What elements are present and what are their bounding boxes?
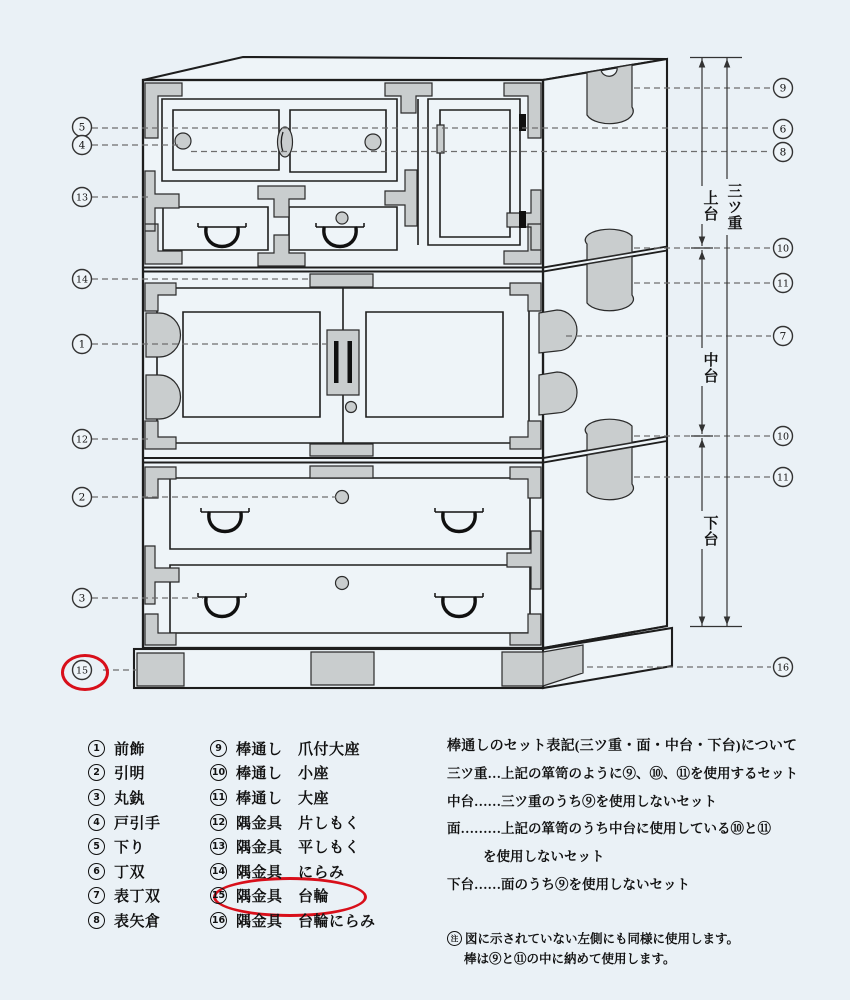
legend-label: 隅金具 にらみ bbox=[236, 864, 345, 881]
circled-number: 9 bbox=[210, 740, 227, 757]
callout-number: 7 bbox=[779, 330, 787, 343]
callout-16 bbox=[774, 658, 793, 677]
circled-number: 8 bbox=[88, 912, 105, 929]
legend-item bbox=[210, 761, 376, 786]
legend-item bbox=[210, 834, 376, 859]
info-title: 棒通しのセット表記(三ツ重・面・中台・下台)について bbox=[447, 738, 798, 754]
circled-number: 2 bbox=[88, 764, 105, 781]
legend-item bbox=[88, 834, 161, 859]
callout-2 bbox=[73, 488, 92, 507]
callout-number: 11 bbox=[776, 278, 790, 290]
callout-number: 12 bbox=[75, 434, 89, 446]
legend-item bbox=[88, 785, 161, 810]
legend-item bbox=[88, 761, 161, 786]
callout-number: 10 bbox=[776, 431, 790, 443]
footnote bbox=[447, 928, 739, 968]
door-pull bbox=[175, 133, 191, 149]
legend-label: 丸釻 bbox=[114, 790, 146, 807]
drawer-knob bbox=[336, 491, 349, 504]
legend-item bbox=[88, 810, 161, 835]
legend-item bbox=[210, 785, 376, 810]
legend-item bbox=[210, 859, 376, 884]
info-line: を使用しないセット bbox=[483, 848, 605, 864]
callout-7 bbox=[774, 327, 793, 346]
legend-label: 隅金具 平しもく bbox=[236, 840, 361, 857]
circled-number: 4 bbox=[88, 814, 105, 831]
legend-label: 隅金具 台輪にらみ bbox=[236, 913, 376, 930]
set-notation-info bbox=[447, 731, 832, 896]
callout-11-upper bbox=[774, 274, 793, 293]
callout-number: 15 bbox=[75, 665, 89, 677]
callout-10-upper bbox=[774, 239, 793, 258]
circled-number: 6 bbox=[88, 863, 105, 880]
callout-3 bbox=[73, 589, 92, 608]
legend-label: 棒通し 小座 bbox=[236, 766, 330, 783]
footnote-line bbox=[447, 928, 739, 948]
legend-column-2 bbox=[210, 736, 376, 933]
cabinet-right-face bbox=[543, 59, 667, 648]
legend-label: 棒通し 爪付大座 bbox=[236, 741, 361, 758]
callout-number: 1 bbox=[78, 338, 86, 351]
callout-6 bbox=[774, 120, 793, 139]
legend-item bbox=[88, 736, 161, 761]
footnote-text: 棒は⑨と⑪の中に納めて使用します。 bbox=[464, 952, 676, 966]
dim-label-middle: 中台 bbox=[701, 352, 718, 384]
legend-label: 丁双 bbox=[114, 864, 146, 881]
circled-number: 3 bbox=[88, 789, 105, 806]
callout-9 bbox=[774, 79, 793, 98]
door-pull bbox=[365, 134, 381, 150]
circled-number: 16 bbox=[210, 912, 227, 929]
legend-item bbox=[88, 908, 161, 933]
callout-number: 9 bbox=[779, 82, 787, 95]
lock-knob bbox=[346, 402, 357, 413]
callout-number: 14 bbox=[75, 274, 89, 286]
legend-item bbox=[210, 810, 376, 835]
circled-number: 15 bbox=[210, 887, 227, 904]
legend-item bbox=[210, 884, 376, 909]
info-line: 面………上記の箪笥のうち中台に使用している⑩と⑪ bbox=[447, 821, 771, 837]
circled-number: 11 bbox=[210, 789, 227, 806]
callout-number: 4 bbox=[78, 139, 86, 152]
legend-label: 棒通し 大座 bbox=[236, 790, 330, 807]
info-line: 下台……面のうち⑨を使用しないセット bbox=[447, 876, 690, 892]
legend-label: 下り bbox=[114, 840, 146, 857]
legend-item bbox=[210, 736, 376, 761]
callout-number: 10 bbox=[776, 243, 790, 255]
callout-number: 5 bbox=[78, 121, 86, 134]
callout-4 bbox=[73, 136, 92, 155]
callout-number: 6 bbox=[779, 123, 787, 136]
circled-note-mark: 注 bbox=[447, 931, 462, 946]
red-highlight-oval-figure bbox=[61, 654, 109, 691]
bar-seat-large-upper bbox=[587, 256, 633, 310]
legend-label: 隅金具 片しもく bbox=[236, 815, 361, 832]
legend-item bbox=[210, 908, 376, 933]
callout-number: 11 bbox=[776, 472, 790, 484]
drawer-knob bbox=[336, 212, 348, 224]
callout-number: 8 bbox=[779, 146, 787, 159]
legend-label: 戸引手 bbox=[114, 815, 161, 832]
circled-number: 7 bbox=[88, 887, 105, 904]
sagari-grip bbox=[278, 127, 293, 157]
callout-11-lower bbox=[774, 468, 793, 487]
legend-item bbox=[88, 884, 161, 909]
footnote-text: 図に示されていない左側にも同様に使用します。 bbox=[465, 932, 740, 946]
dim-label-lower: 下台 bbox=[701, 515, 718, 547]
callout-12 bbox=[73, 430, 92, 449]
callout-number: 13 bbox=[75, 192, 89, 204]
legend-label: 表丁双 bbox=[114, 889, 161, 906]
circled-number: 14 bbox=[210, 863, 227, 880]
bar-seat-large-lower bbox=[587, 447, 633, 499]
circled-number: 10 bbox=[210, 764, 227, 781]
circled-number: 12 bbox=[210, 814, 227, 831]
dim-label-upper: 上台 bbox=[701, 190, 718, 222]
callout-10-lower bbox=[774, 427, 793, 446]
circled-number: 1 bbox=[88, 740, 105, 757]
circled-number: 5 bbox=[88, 838, 105, 855]
legend-label: 表矢倉 bbox=[114, 913, 161, 930]
callout-5 bbox=[73, 118, 92, 137]
callout-number: 3 bbox=[78, 592, 86, 605]
legend-label: 引明 bbox=[114, 766, 146, 783]
callout-8 bbox=[774, 143, 793, 162]
callout-14 bbox=[73, 270, 92, 289]
callout-1 bbox=[73, 335, 92, 354]
legend-label: 隅金具 台輪 bbox=[236, 889, 330, 906]
info-line: 中台……三ツ重のうち⑨を使用しないセット bbox=[447, 793, 717, 809]
drawer-knob bbox=[336, 577, 349, 590]
info-line: 三ツ重…上記の箪笥のように⑨、⑩、⑪を使用するセット bbox=[447, 765, 798, 781]
callout-13 bbox=[73, 188, 92, 207]
legend-item bbox=[88, 859, 161, 884]
footnote-line bbox=[447, 948, 739, 968]
dim-label-triple: 三ツ重 bbox=[725, 183, 742, 231]
circled-number: 13 bbox=[210, 838, 227, 855]
legend-label: 前飾 bbox=[114, 741, 146, 758]
callout-number: 2 bbox=[78, 491, 86, 504]
callout-number: 16 bbox=[776, 662, 790, 674]
legend-column-1 bbox=[88, 736, 161, 933]
